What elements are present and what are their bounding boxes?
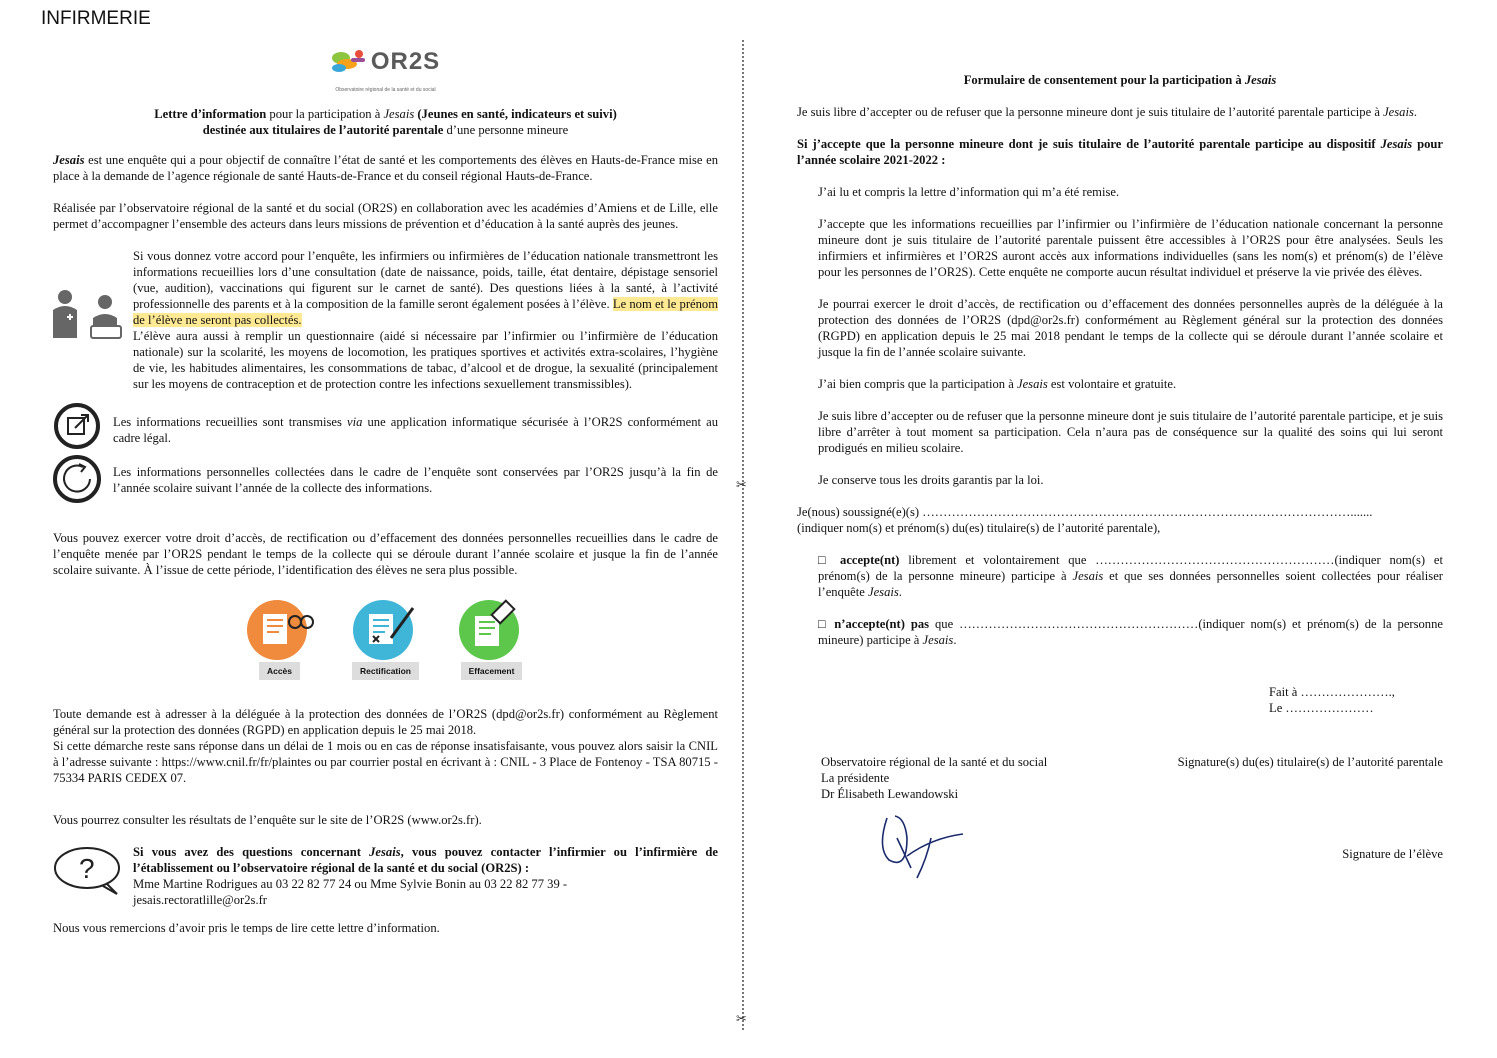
if-accept-heading: Si j’accepte que la personne mineure dont je suis titulaire de l’autorité parentale participe au dispositif Jesais pour l’année scolaire 2021-2022 : [797, 137, 1443, 167]
refuse-checkbox[interactable]: □ [818, 617, 835, 631]
accept-checkbox[interactable]: □ [818, 553, 841, 567]
transmission-paragraph: Les informations recueillies sont transmises via une application informatique sécurisée à l’OR2S conformément au cadre légal. [113, 415, 718, 445]
read-statement: J’ai lu et compris la lettre d’information qui m’a été remise. [818, 185, 1120, 199]
thanks-paragraph: Nous vous remercions d’avoir pris le temps de lire cette lettre d’information. [53, 921, 440, 935]
withdraw-statement: Je suis libre d’accepter ou de refuser que la personne mineure dont je suis titulaire de l’autorité parentale participe, et je suis libre d’arrêter à tout moment sa participation. Cela n’aura pas de conséquence sur la qualité des soins qui lui seront prodigués en milieu scolaire. [818, 409, 1443, 455]
letter-title: Lettre d’information pour la participation à Jesais (Jeunes en santé, indicateurs et suivi) destinée aux titulaires de l’autorité parentale d’une personne mineure [154, 107, 617, 137]
president-title: La présidente [821, 771, 890, 785]
contact-email: jesais.rectoratlille@or2s.fr [133, 893, 267, 907]
questionnaire-paragraph: L’élève aura aussi à remplir un questionnaire (aidé si nécessaire par l’infirmier ou l’infirmière de l’éducation nationale) sur la scolarité, les moyens de locomotion, les pratiques sportives et activités extra-scolaires, l’hygiène de vie, les habitudes alimentaires, les consommations de tabac, d’alcool et de drogue, la sexualité (principalement sur les moyens de contraception et de protection contre les infections sexuellement transmissibles). [133, 329, 718, 391]
or2s-logo [53, 40, 718, 98]
access-badge: Accès [245, 598, 315, 680]
retention-section [53, 454, 718, 504]
highlighted-note: Le nom et le prénom de l’élève ne seront pas collectés. [133, 297, 718, 327]
data-access-statement: J’accepte que les informations recueillies par l’infirmier ou l’infirmière de l’éducation nationale concernant la personne mineure dont je suis titulaire de l’autorité parentale puissent être accessibles à l’OR2S pour être analysées. Seuls les infirmiers et infirmières et l’OR2S auront accès aux informations individuelles (sans les nom(s) et prénom(s) de l’élève pour les personnes de l’OR2S). Cette enquête ne comporte aucun résultat individuel et préserve la vie privée des élèves. [818, 217, 1443, 279]
cnil-paragraph: Si cette démarche reste sans réponse dans un délai de 1 mois ou en cas de réponse insatisfaisante, vous pouvez alors saisir la CNIL à l’adresse suivante : https://www.cnil.fr/fr/plaintes ou par courrier postal en écrivant à : CNIL - 3 Place de Fontenoy - TSA 80715 - 75334 PARIS CEDEX 07. [53, 739, 718, 785]
contact-names: Mme Martine Rodrigues au 03 22 82 77 24 ou Mme Sylvie Bonin au 03 22 82 77 39 - [133, 877, 568, 891]
rectification-pen-icon [351, 598, 421, 660]
parent-signature-label: Signature(s) du(es) titulaire(s) de l’autorité parentale [1177, 755, 1443, 769]
form-title: Formulaire de consentement pour la participation à Jesais [963, 73, 1277, 87]
partnership-paragraph: Réalisée par l’observatoire régional de la santé et du social (OR2S) en collaboration avec les académies d’Amiens et de Lille, elle permet d’accompagner l’ensemble des acteurs dans leurs missions de prévention et d’éducation à la santé auprès des jeunes. [53, 201, 718, 231]
results-paragraph: Vous pourrez consulter les résultats de l’enquête sur le site de l’OR2S (www.or2s.fr). [53, 813, 482, 827]
consent-section [53, 248, 718, 392]
president-signature [877, 808, 967, 882]
page-header-label: INFIRMERIE [41, 8, 151, 29]
signature-headers [797, 754, 1443, 802]
undersigned-field[interactable]: Je(nous) soussigné(e)(s) …………………………………………………………………………………………....... [797, 505, 1373, 519]
consent-form [797, 72, 1443, 882]
undersigned-hint: (indiquer nom(s) et prénom(s) du(es) titulaire(s) de l’autorité parentale), [797, 521, 1161, 535]
refresh-cycle-icon [53, 454, 105, 504]
logo-tagline: Observatoire régional de la santé et du social [335, 87, 436, 93]
free-choice-paragraph: Je suis libre d’accepter ou de refuser que la personne mineure dont je suis titulaire de l’autorité parentale participe à Jesais. [797, 105, 1418, 119]
erasure-badge: Effacement [457, 598, 527, 680]
cut-line-divider [742, 40, 744, 1030]
external-link-icon [53, 402, 105, 450]
rights-badges [53, 598, 718, 680]
contact-paragraph: Si vous avez des questions concernant Jesais, vous pouvez contacter l’infirmier ou l’infirmière de l’établissement ou l’observatoire régional de la santé et du social (OR2S) : [133, 845, 718, 875]
refuse-option[interactable]: □ n’accepte(nt) pas que …………………………………………………(indiquer nom(s) et prénom(s) de la personne mineure) participe à Jesais. [818, 617, 1443, 647]
information-letter [53, 40, 718, 936]
signature-row [797, 808, 1443, 882]
rectification-badge: Rectification [351, 598, 421, 680]
rights-paragraph: Vous pouvez exercer votre droit d’accès, de rectification ou d’effacement des données personnelles recueillies dans le cadre de l’enquête menée par l’OR2S pendant le temps de la collecte qui se déroule durant l’année scolaire et jusque la fin de l’année scolaire suivante. À l’issue de cette période, l’identification des élèves ne sera plus possible. [53, 531, 718, 577]
made-at-field[interactable]: Fait à …………………., [1269, 685, 1395, 699]
place-date-block [1269, 684, 1443, 716]
accept-option[interactable]: □ accepte(nt) librement et volontairement que …………………………………………………(indiquer nom(s) et prénom(s) de la personne mineure) participe à Jesais et que ses données personnelles soient collectées pour réaliser l’enquête Jesais. [818, 553, 1443, 599]
keep-rights-statement: Je conserve tous les droits garantis par la loi. [818, 473, 1044, 487]
scissors-icon: ✂ [736, 1012, 747, 1027]
logo-mark-icon [331, 46, 367, 78]
transmission-section [53, 402, 718, 450]
health-staff-icon [53, 248, 133, 346]
scissors-icon: ✂ [736, 478, 747, 493]
consent-paragraph: Si vous donnez votre accord pour l’enquête, les infirmiers ou infirmières de l’éducation nationale transmettront les informations recueillies lors d’une consultation (date de naissance, poids, taille, état dentaire, dépistage sensoriel (vue, audition), vaccinations qui figurent sur le carnet de santé). Des questions liées à la santé, à l’activité professionnelle des parents et à la composition de la famille seront également posées à l’élève. Le nom et le prénom de l’élève ne seront pas collectés. [133, 249, 718, 327]
logo-wordmark: OR2S [370, 48, 441, 75]
made-on-field[interactable]: Le ………………… [1269, 701, 1374, 715]
intro-paragraph: Jesais est une enquête qui a pour objectif de connaître l’état de santé et les comportements des élèves en Hauts-de-France mise en place à la demande de l’agence régionale de santé Hauts-de-France et du conseil régional Hauts-de-France. [53, 153, 718, 183]
request-paragraph: Toute demande est à adresser à la déléguée à la protection des données de l’OR2S (dpd@or2s.fr) conformément au Règlement général sur la protection des données (RGPD) en application depuis le 25 mai 2018. [53, 707, 718, 737]
organisation-name: Observatoire régional de la santé et du social [821, 755, 1048, 769]
president-name: Dr Élisabeth Lewandowski [821, 787, 959, 801]
contact-section [53, 844, 718, 908]
question-bubble-icon [53, 844, 127, 896]
rights-statement: Je pourrai exercer le droit d’accès, de rectification ou d’effacement des données personnelles auprès de la déléguée à la protection des données de l’OR2S (dpd@or2s.fr) conformément au Règlement général sur la protection des données (RGPD) en application depuis le 25 mai 2018 pendant le temps de la collecte qui se déroule durant l’année scolaire et jusque la fin de l’année scolaire suivante. [818, 297, 1443, 359]
student-signature-label: Signature de l’élève [1342, 847, 1443, 861]
erasure-eraser-icon [457, 598, 527, 660]
svg-text:?: ? [79, 853, 95, 884]
retention-paragraph: Les informations personnelles collectées dans le cadre de l’enquête sont conservées par l’OR2S jusqu’à la fin de l’année scolaire suivant l’année de la collecte des informations. [113, 465, 718, 495]
voluntary-statement: J’ai bien compris que la participation à Jesais est volontaire et gratuite. [818, 377, 1177, 391]
access-glasses-icon [245, 598, 315, 660]
